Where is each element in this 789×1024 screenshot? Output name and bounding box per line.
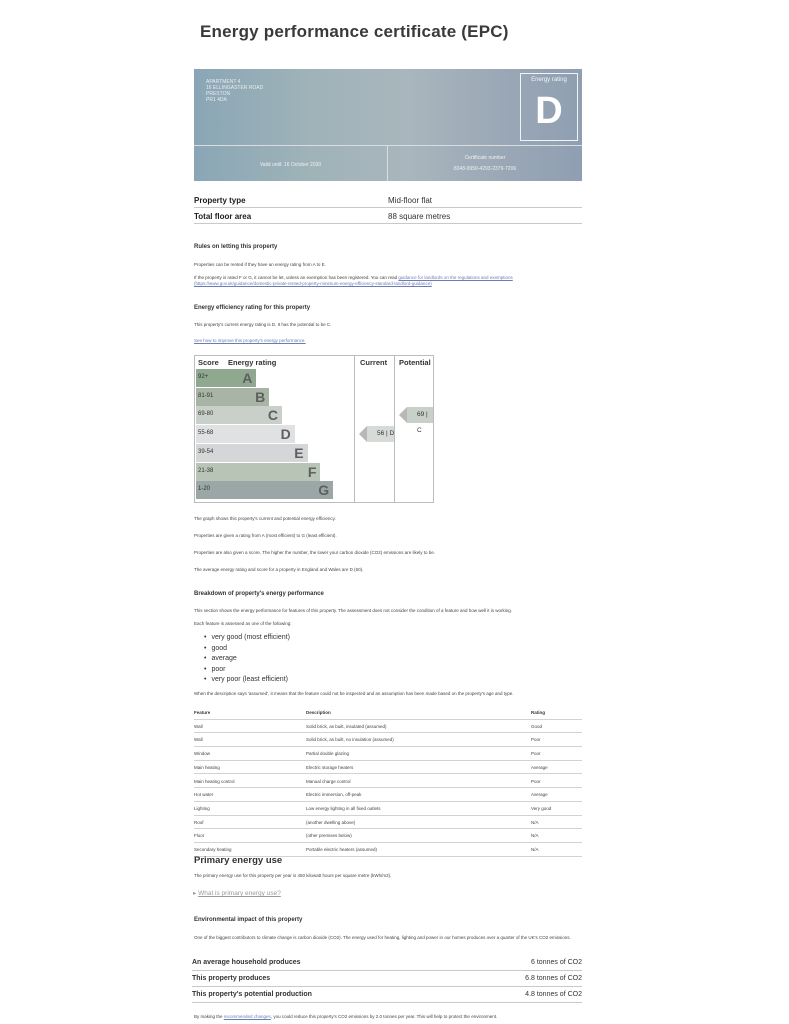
description-cell: Manual charge control [306, 778, 351, 784]
list-item: • average [204, 654, 290, 665]
table-row [194, 720, 582, 734]
co2-row [192, 971, 582, 987]
primary-energy-summary-label[interactable]: What is primary energy use? [198, 890, 281, 897]
property-type-key: Property type [194, 196, 246, 205]
banner-divider [387, 146, 388, 181]
environment-paragraph: One of the biggest contributors to climate change is carbon dioxide (CO2). The energy used for heating, lighting and power in our homes produces over a quarter of the UK's CO2 emissions. [194, 935, 571, 940]
certificate-number-label: Certificate number [464, 155, 506, 161]
rating-band-score: 55-68 [198, 430, 214, 437]
rating-band-bar [196, 463, 320, 481]
epc-banner [194, 69, 582, 181]
potential-rating-label: 69 | C [417, 411, 428, 435]
table-row [194, 733, 582, 747]
rating-band-letter: E [294, 444, 304, 461]
rating-band-letter: F [307, 463, 317, 480]
environment-footer [194, 1014, 584, 1020]
property-type-row [194, 192, 582, 208]
description-cell: Partial double glazing [306, 751, 350, 757]
efficiency-heading: Energy efficiency rating for this property [194, 305, 311, 311]
description-cell: Electric storage heaters [306, 764, 354, 770]
feature-cell: Lighting [194, 805, 210, 811]
co2-row-value: 6.8 tonnes of CO2 [525, 975, 582, 982]
landlord-guidance-link[interactable]: guidance for landlords on the regulations and exemptions [398, 275, 513, 280]
description-cell: (other premises below) [306, 833, 352, 839]
feature-table-header [194, 706, 582, 720]
table-row [194, 747, 582, 761]
feature-column-header: Feature [194, 710, 211, 715]
chart-note: The average energy rating and score for a property in England and Wales are D (60). [194, 567, 364, 572]
list-item: • very poor (least efficient) [204, 675, 290, 686]
feature-column-header: Rating [531, 710, 545, 715]
rating-cell: Poor [531, 737, 541, 743]
primary-energy-heading: Primary energy use [194, 855, 283, 866]
rating-cell: Average [531, 764, 548, 770]
footer-text: By making the [194, 1014, 223, 1019]
feature-cell: Main heating [194, 764, 220, 770]
energy-rating-letter: D [535, 90, 563, 132]
breakdown-paragraph-3: When the description says 'assumed', it means that the feature could not be inspected and an assumption has been made based on the property's age and type. [194, 691, 514, 696]
rating-cell: Good [531, 723, 543, 729]
table-row [194, 775, 582, 789]
rating-band-score: 69-80 [198, 411, 214, 418]
description-cell: Solid brick, as built, no insulation (assumed) [306, 737, 394, 743]
table-row [194, 802, 582, 816]
feature-cell: Floor [194, 833, 205, 839]
rating-cell: Poor [531, 778, 541, 784]
address-line: APARTMENT 4 [206, 79, 241, 85]
co2-row-key: This property produces [192, 975, 271, 982]
chart-header-score: Score [198, 358, 219, 367]
rules-text: If the property is rated F or G, it cannot be let, unless an exemption has been registered. You can read [194, 275, 398, 280]
footer-text: , you could reduce this property's CO2 emissions by 2.0 tonnes per year. This will help to protect the environment. [270, 1014, 498, 1019]
table-row [194, 761, 582, 775]
table-row [194, 788, 582, 802]
chart-header-potential: Potential [399, 358, 431, 367]
energy-rating-box [520, 73, 578, 141]
rating-band-score: 39-54 [198, 448, 214, 455]
rating-cell: N/A [531, 847, 539, 852]
rating-cell: N/A [531, 833, 539, 839]
page-title: Energy performance certificate (EPC) [200, 22, 509, 41]
breakdown-heading: Breakdown of property's energy performance [194, 591, 324, 597]
current-rating-arrow [367, 426, 394, 442]
rating-cell: Average [531, 792, 548, 798]
rating-band-letter: A [242, 370, 253, 386]
description-cell: Portable electric heaters (assumed) [306, 847, 378, 852]
banner-top [194, 69, 582, 146]
floor-area-row [194, 208, 582, 224]
chart-note: Properties are also given a score. The higher the number, the lower your carbon dioxide (CO2) emissions are likely to be. [194, 550, 436, 555]
description-cell: Low energy lighting in all fixed outlets [306, 805, 381, 811]
rating-band-f [196, 463, 354, 481]
primary-energy-summary[interactable] [193, 889, 281, 897]
feature-cell: Secondary heating [194, 847, 232, 852]
environment-heading: Environmental impact of this property [194, 917, 303, 923]
address-line: PRESTON [206, 91, 231, 97]
rating-band-letter: G [318, 482, 330, 499]
floor-area-value: 88 square metres [388, 212, 451, 221]
breakdown-paragraph-1: This section shows the energy performance for features of this property. The assessment does not consider the condition of a feature and how well it is working. [194, 608, 512, 613]
valid-until: Valid until: 16 October 2030 [259, 162, 322, 168]
chart-header-rating: Energy rating [228, 358, 277, 367]
co2-row-key: This property's potential production [192, 991, 312, 998]
rating-band-score: 21-38 [198, 467, 214, 474]
list-item: • very good (most efficient) [204, 633, 290, 644]
list-item: • poor [204, 665, 290, 676]
recommended-changes-link[interactable]: recommended changes [223, 1014, 271, 1019]
table-row [194, 829, 582, 843]
description-cell: Solid brick, as built, insulated (assumed) [306, 723, 387, 729]
rating-band-score: 81-91 [198, 392, 214, 399]
co2-row-value: 6 tonnes of CO2 [531, 959, 582, 966]
description-cell: (another dwelling above) [306, 819, 356, 825]
rating-band-score: 92+ [198, 374, 209, 380]
feature-cell: Wall [194, 723, 203, 729]
energy-rating-label: Energy rating [531, 77, 567, 83]
description-cell: Electric immersion, off-peak [306, 792, 362, 798]
table-row [194, 816, 582, 830]
feature-cell: Main heating control [194, 778, 235, 784]
rating-band-c [196, 406, 354, 424]
rating-band-d [196, 425, 354, 443]
co2-row-key: An average household produces [192, 959, 301, 966]
improve-performance-link[interactable]: See how to improve this property's energy performance. [194, 338, 306, 343]
energy-rating-chart [194, 355, 434, 503]
address-line: 16 ELLINGASTER ROAD [206, 85, 264, 91]
property-address [206, 79, 263, 103]
rating-cell: N/A [531, 819, 539, 825]
rating-band-letter: B [255, 388, 266, 405]
breakdown-paragraph-2: Each feature is assessed as one of the following: [194, 621, 292, 626]
address-line: PR1 4DA [206, 97, 227, 103]
landlord-guidance-url[interactable]: (https://www.gov.uk/guidance/domestic-private-rented-property-minimum-energy-efficiency-standard-landlord-guidance) [194, 281, 432, 286]
potential-rating-arrow [407, 407, 433, 435]
rules-paragraph-1: Properties can be rented if they have an energy rating from A to E. [194, 262, 326, 267]
rating-band-g [196, 481, 354, 499]
property-type-value: Mid-floor flat [388, 196, 433, 205]
rating-cell: Poor [531, 751, 541, 757]
rating-band-e [196, 444, 354, 462]
chart-column-divider [354, 356, 355, 502]
rating-levels-list [204, 633, 290, 686]
co2-row-value: 4.8 tonnes of CO2 [525, 991, 582, 998]
feature-cell: Roof [194, 819, 204, 825]
rules-paragraph-2 [194, 275, 584, 287]
rating-band-letter: C [267, 407, 278, 424]
rating-cell: Very good [531, 805, 552, 811]
feature-cell: Wall [194, 737, 203, 743]
rating-band-b [196, 388, 354, 406]
chart-note: The graph shows this property's current and potential energy efficiency. [194, 516, 336, 521]
feature-cell: Window [194, 751, 211, 757]
feature-cell: Hot water [194, 792, 214, 798]
co2-row [192, 955, 582, 971]
chart-header-current: Current [360, 358, 388, 367]
rating-band-bar [196, 481, 333, 499]
rules-heading: Rules on letting this property [194, 244, 278, 250]
chart-note: Properties are given a rating from A (most efficient) to G (least efficient). [194, 533, 337, 538]
certificate-number: 8348-9950-4293-2379-7206 [453, 166, 517, 172]
floor-area-key: Total floor area [194, 212, 252, 221]
rating-band-letter: D [280, 426, 291, 443]
rating-band-score: 1-20 [198, 486, 211, 493]
primary-energy-paragraph: The primary energy use for this property per year is 450 kilowatt hours per square metre (kWh/m2). [194, 873, 392, 878]
feature-column-header: Description [306, 710, 331, 715]
disclosure-triangle-icon: ▸ [193, 890, 197, 897]
current-rating-label: 56 | D [377, 430, 395, 438]
list-item: • good [204, 644, 290, 655]
rating-band-a [196, 369, 354, 387]
efficiency-paragraph: This property's current energy rating is D. It has the potential to be C. [194, 322, 332, 327]
co2-row [192, 987, 582, 1003]
